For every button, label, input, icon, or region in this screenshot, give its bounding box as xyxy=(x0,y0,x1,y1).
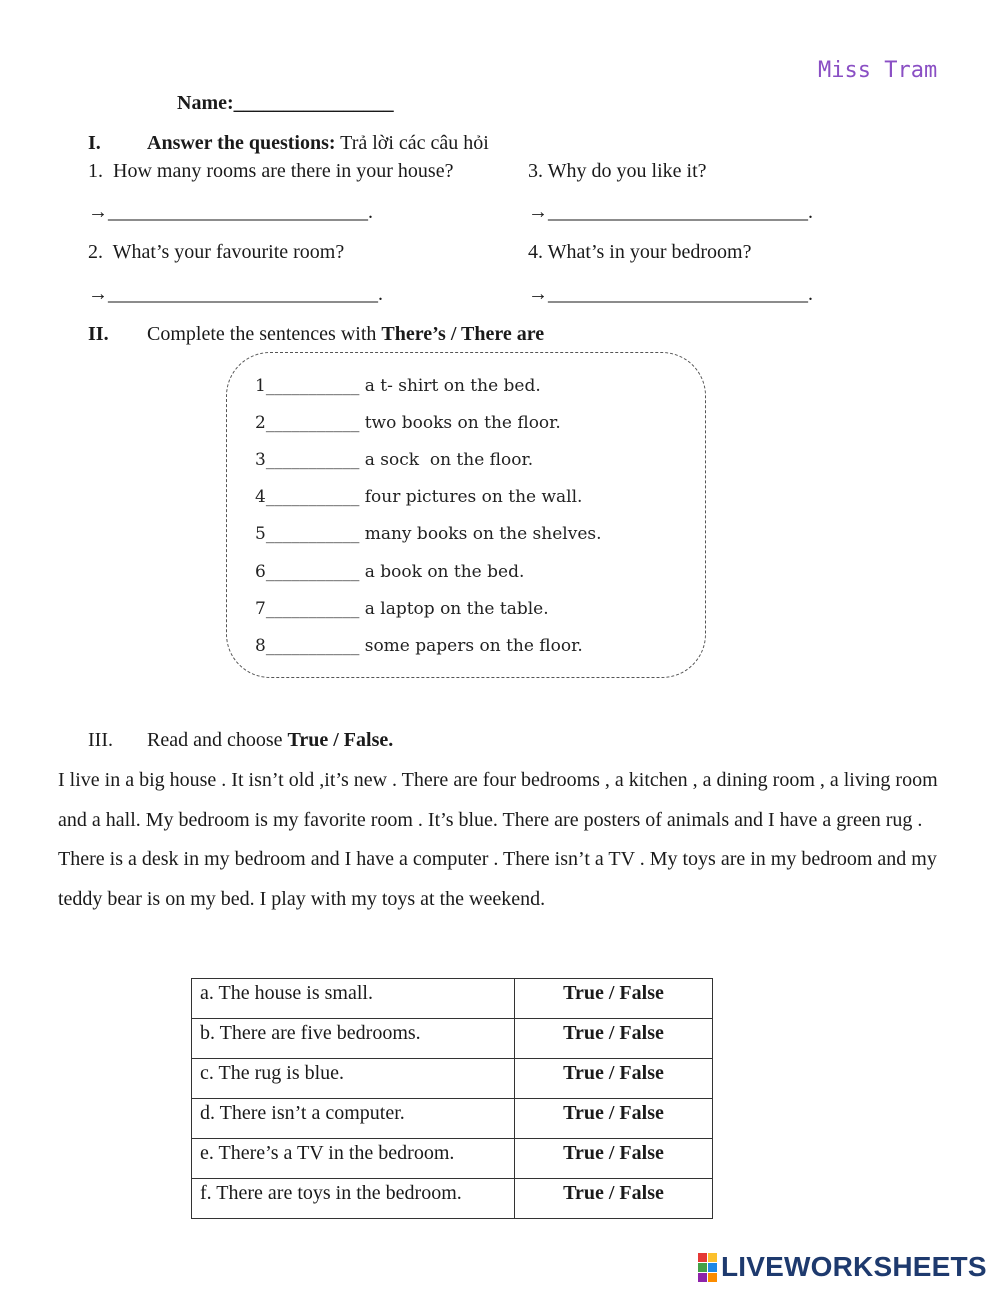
choice-c[interactable]: True / False xyxy=(515,1059,713,1099)
true-false-table xyxy=(191,978,713,1219)
sentence-2[interactable]: 2___________ two books on the floor. xyxy=(255,413,561,433)
sentence-7[interactable]: 7___________ a laptop on the table. xyxy=(255,599,549,619)
section-3-title-bold: True / False. xyxy=(287,729,394,751)
logo-mark-icon xyxy=(698,1253,717,1282)
section-3-number: III. xyxy=(88,729,113,751)
table-row xyxy=(192,1099,713,1139)
section-1-title-rest: Trả lời các câu hỏi xyxy=(335,132,489,154)
sentence-3[interactable]: 3___________ a sock on the floor. xyxy=(255,450,534,470)
table-row xyxy=(192,979,713,1019)
sentence-box xyxy=(226,352,706,678)
table-row xyxy=(192,1179,713,1219)
statement-c: c. The rug is blue. xyxy=(192,1059,515,1099)
sentence-8[interactable]: 8___________ some papers on the floor. xyxy=(255,636,583,656)
statement-b: b. There are five bedrooms. xyxy=(192,1019,515,1059)
sentence-4[interactable]: 4___________ four pictures on the wall. xyxy=(255,487,583,507)
choice-e[interactable]: True / False xyxy=(515,1139,713,1179)
table-row xyxy=(192,1019,713,1059)
statement-d: d. There isn’t a computer. xyxy=(192,1099,515,1139)
question-1: 1. How many rooms are there in your house? xyxy=(88,160,454,182)
question-2: 2. What’s your favourite room? xyxy=(88,241,345,263)
section-1-number: I. xyxy=(88,132,101,154)
sentence-6[interactable]: 6___________ a book on the bed. xyxy=(255,562,525,582)
reading-passage: I live in a big house . It isn’t old ,it’s new . There are four bedrooms , a kitchen , a dining room , a living room and a hall. My bedroom is my favorite room . It’s blue. There are posters of animals and I have a green rug . There is a desk in my bedroom and I have a computer . There isn’t a TV . My toys are in my bedroom and my teddy bear is on my bed. I play with my toys at the weekend. xyxy=(58,769,938,910)
question-3: 3. Why do you like it? xyxy=(528,160,707,182)
answer-1[interactable]: →__________________________. xyxy=(88,201,373,223)
choice-f[interactable]: True / False xyxy=(515,1179,713,1219)
choice-b[interactable]: True / False xyxy=(515,1019,713,1059)
answer-4[interactable]: →__________________________. xyxy=(528,283,813,305)
section-1-title-bold: Answer the questions: xyxy=(147,132,336,154)
section-3-title xyxy=(147,729,393,752)
section-2-title-bold: There’s / There are xyxy=(381,323,545,345)
section-3-title-rest: Read and choose xyxy=(147,729,288,751)
table-row xyxy=(192,1059,713,1099)
answer-2[interactable]: →___________________________. xyxy=(88,283,383,305)
logo-text: LIVEWORKSHEETS xyxy=(721,1251,987,1282)
author-signature: Miss Tram xyxy=(818,58,938,83)
statement-e: e. There’s a TV in the bedroom. xyxy=(192,1139,515,1179)
liveworksheets-logo xyxy=(698,1252,987,1282)
table-row xyxy=(192,1139,713,1179)
statement-a: a. The house is small. xyxy=(192,979,515,1019)
name-field[interactable]: Name:________________ xyxy=(177,92,394,114)
section-2-number: II. xyxy=(88,323,109,345)
answer-3[interactable]: →__________________________. xyxy=(528,201,813,223)
question-4: 4. What’s in your bedroom? xyxy=(528,241,752,263)
section-2-title xyxy=(147,323,544,346)
section-1-title xyxy=(147,132,489,155)
statement-f: f. There are toys in the bedroom. xyxy=(192,1179,515,1219)
choice-a[interactable]: True / False xyxy=(515,979,713,1019)
sentence-5[interactable]: 5___________ many books on the shelves. xyxy=(255,524,602,544)
sentence-1[interactable]: 1___________ a t- shirt on the bed. xyxy=(255,376,541,396)
section-2-title-rest: Complete the sentences with xyxy=(147,323,382,345)
choice-d[interactable]: True / False xyxy=(515,1099,713,1139)
